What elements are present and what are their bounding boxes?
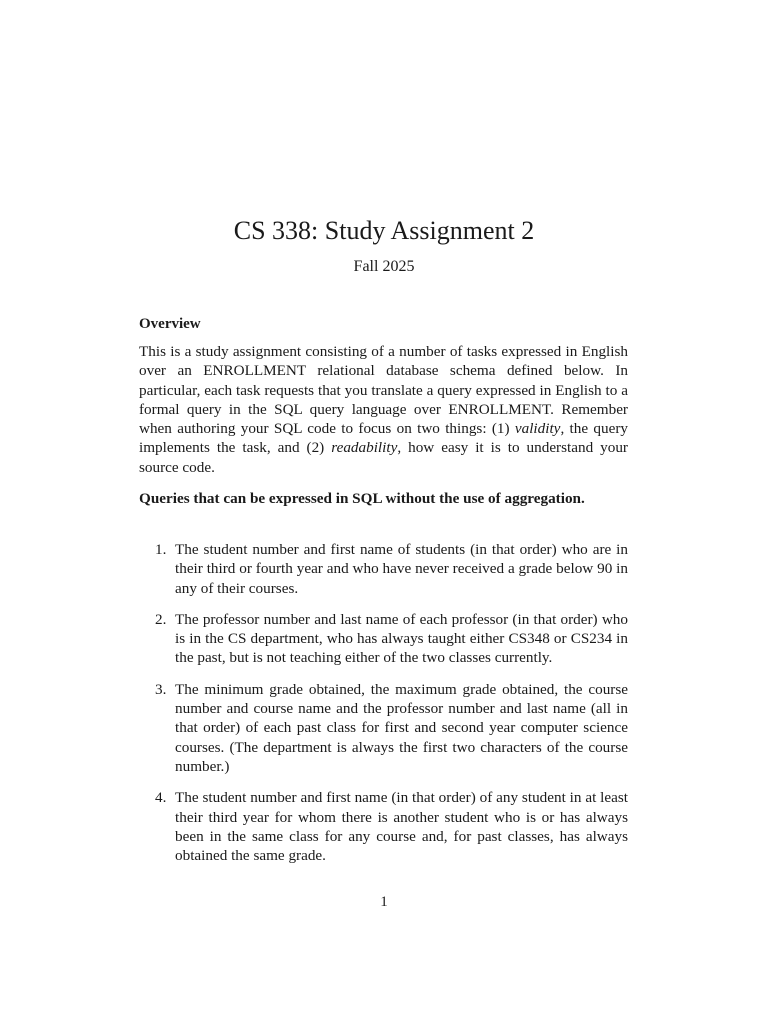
task-text: The student number and first name of students (in that order) who are in their third or fourth year and who have never received a grade below 90 in any of their courses. <box>175 541 628 597</box>
task-text: The professor number and last name of each professor (in that order) who is in the CS department, who has always taught either CS348 or CS234 in the past, but is not teaching either of the two classes currently. <box>175 610 628 667</box>
section-heading: Queries that can be expressed in SQL without the use of aggregation. <box>139 490 585 507</box>
task-number: 2. <box>155 610 167 628</box>
task-item <box>139 540 628 598</box>
document-title: CS 338: Study Assignment 2 <box>233 216 535 245</box>
task-text: The minimum grade obtained, the maximum grade obtained, the course number and course name and the professor number and last name (all in that order) of each past class for first and second year computer science courses. (The department is always the first two characters of the course number.) <box>175 680 628 775</box>
overview-text-part-3: , how easy it is to understand your source code. <box>139 439 628 476</box>
task-item <box>139 788 628 865</box>
overview-text-part-1: This is a study assignment consisting of a number of tasks expressed in English over an ENROLLMENT relational database schema defined below. In particular, each task requests that you translate a query expressed in English to a formal query in the SQL query language over ENROLLMENT. Remember when authoring your SQL code to focus on two things: (1) <box>139 343 628 438</box>
page-number: 1 <box>380 894 388 910</box>
task-list <box>139 540 628 877</box>
task-item <box>139 680 628 776</box>
document-subtitle: Fall 2025 <box>353 258 415 275</box>
task-number: 4. <box>155 789 167 807</box>
overview-paragraph <box>139 342 628 477</box>
task-number: 3. <box>155 680 167 698</box>
task-text: The student number and first name (in that order) of any student in at least their third year for whom there is another student who is or has always been in the same class for any course and, for past classes, has always obtained the same grade. <box>175 789 628 865</box>
overview-text-part-2: , the query implements the task, and (2) <box>139 420 628 457</box>
validity-term: validity <box>514 420 561 438</box>
overview-heading: Overview <box>139 316 201 332</box>
readability-term: readability <box>331 439 398 457</box>
task-item <box>139 610 628 668</box>
task-number: 1. <box>155 541 167 558</box>
